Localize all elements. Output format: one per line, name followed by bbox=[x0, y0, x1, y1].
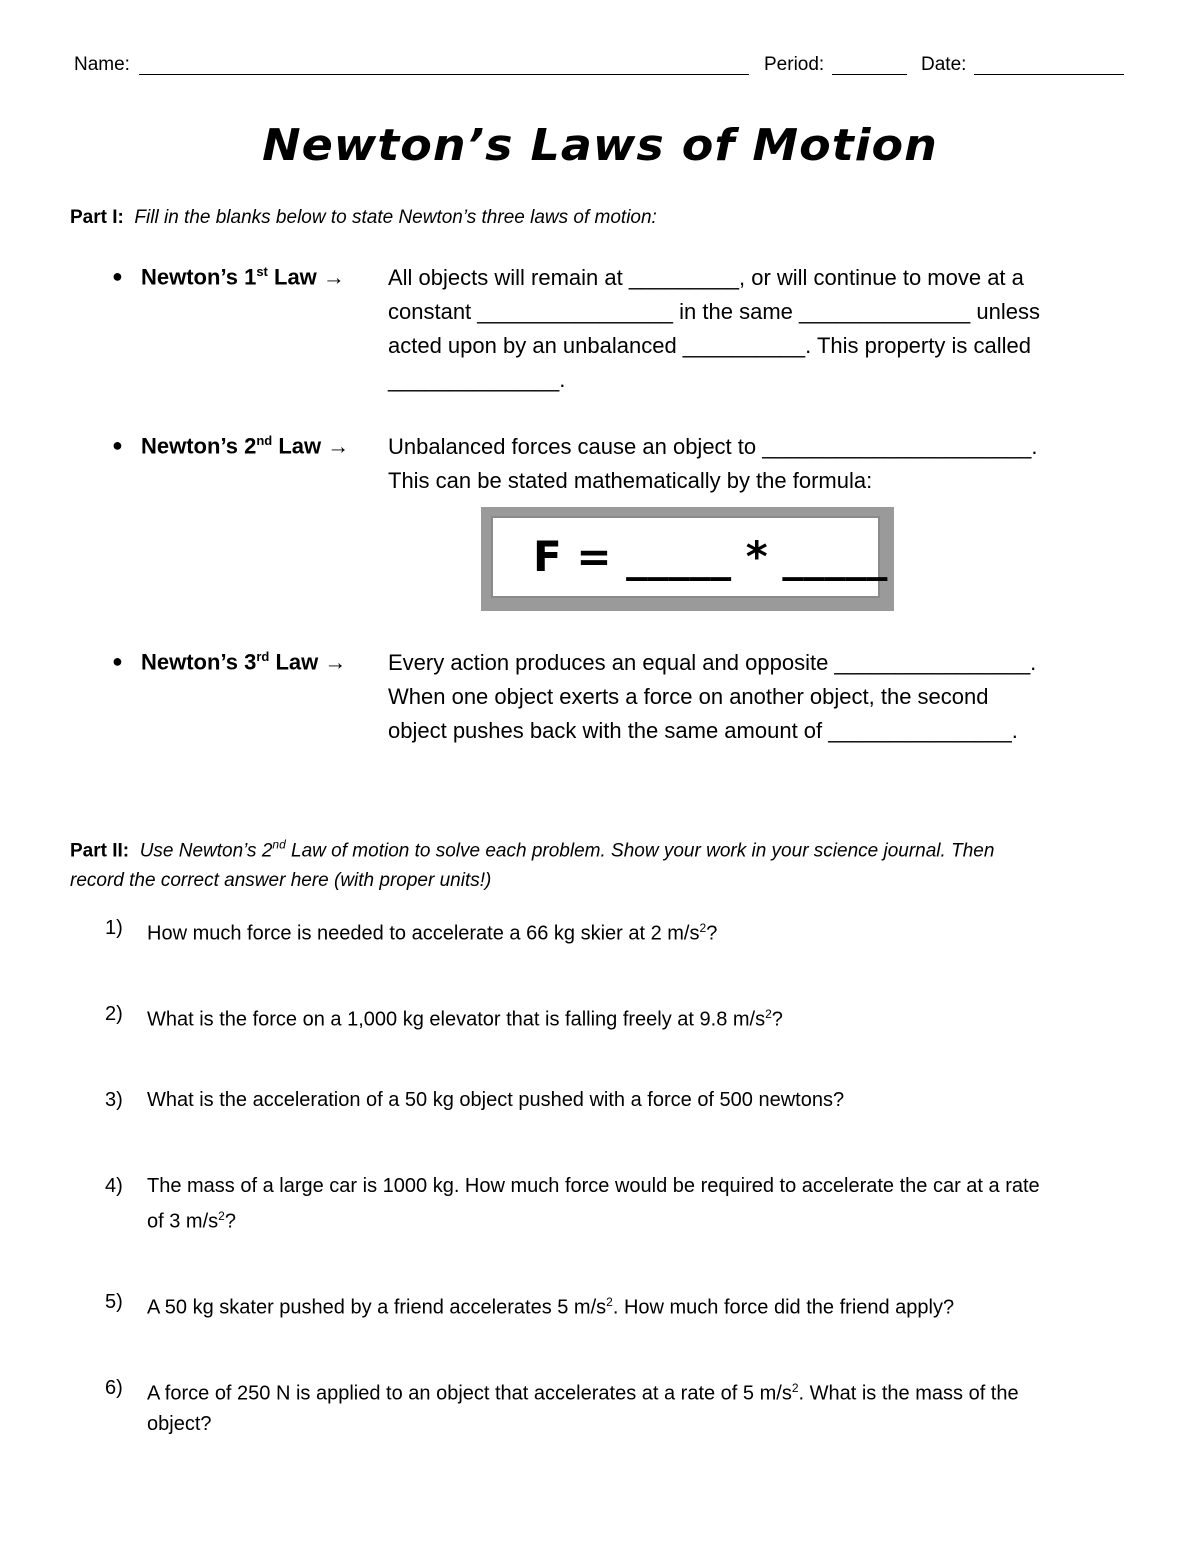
question-line: What is the force on a 1,000 kg elevator that is falling freely at 9.8 m/s bbox=[147, 1008, 766, 1031]
law3-line: Every action produces an equal and opposite ________________. bbox=[388, 650, 1037, 675]
question-sup: 2 bbox=[791, 1381, 799, 1395]
law1-statement bbox=[388, 261, 1128, 397]
question-text bbox=[147, 999, 1117, 1035]
question-number: 4) bbox=[105, 1175, 123, 1197]
formula-box bbox=[481, 507, 894, 611]
arrow-right-icon: → bbox=[324, 649, 347, 675]
part2-heading-line1 bbox=[70, 830, 1130, 866]
part1-instruction: Fill in the blanks below to state Newton’s three laws of motion: bbox=[134, 207, 657, 228]
law1-ordinal: st bbox=[256, 264, 268, 279]
question-text bbox=[147, 1085, 1117, 1115]
part1-label: Part I: bbox=[70, 207, 124, 228]
law1-suffix: Law bbox=[267, 264, 317, 290]
question-line: What is the acceleration of a 50 kg object pushed with a force of 500 newtons? bbox=[147, 1089, 845, 1111]
law3-name bbox=[141, 649, 346, 675]
question-number: 6) bbox=[105, 1377, 123, 1399]
question-text bbox=[147, 913, 1117, 949]
question-sup: 2 bbox=[765, 1007, 772, 1021]
part2-instruction-sup: nd bbox=[272, 838, 286, 852]
question-line: A force of 250 N is applied to an object that accelerates at a rate of 5 m/s bbox=[147, 1382, 792, 1405]
question-tail: . What is the mass of the bbox=[798, 1382, 1019, 1405]
law3-line: object pushes back with the same amount of _______________. bbox=[388, 718, 1018, 743]
law1-line: acted upon by an unbalanced __________. This property is called bbox=[388, 333, 1031, 358]
header-row bbox=[0, 54, 1200, 84]
law3-line: When one object exerts a force on another object, the second bbox=[388, 684, 989, 709]
law1-line: constant ________________ in the same ______________ unless bbox=[388, 299, 1040, 324]
name-field[interactable] bbox=[139, 54, 749, 75]
law2-line: This can be stated mathematically by the formula: bbox=[388, 468, 873, 493]
question-number: 1) bbox=[105, 917, 123, 939]
law2-name-text: Newton’s 2 bbox=[141, 433, 257, 459]
question-tail: . How much force did the friend apply? bbox=[612, 1296, 955, 1319]
bullet-icon: ● bbox=[112, 266, 123, 286]
law2-line: Unbalanced forces cause an object to ______________________. bbox=[388, 434, 1038, 459]
question-sup: 2 bbox=[218, 1209, 225, 1223]
law1-name-text: Newton’s 1 bbox=[141, 264, 257, 290]
question-tail: ? bbox=[706, 922, 718, 945]
part1-heading bbox=[70, 207, 657, 229]
bullet-icon: ● bbox=[112, 435, 123, 455]
question-text bbox=[147, 1171, 1117, 1237]
period-field[interactable] bbox=[832, 54, 907, 75]
part2-instruction-c: record the correct answer here (with proper units!) bbox=[70, 870, 492, 892]
date-field[interactable] bbox=[974, 54, 1124, 75]
law3-ordinal: rd bbox=[256, 649, 270, 664]
law3-name-text: Newton’s 3 bbox=[141, 649, 257, 675]
question-number: 5) bbox=[105, 1291, 123, 1313]
question-text bbox=[147, 1287, 1117, 1323]
part2-instruction-b: Law of motion to solve each problem. Show your work in your science journal. Then bbox=[285, 840, 995, 862]
question-line2: of 3 m/s bbox=[147, 1210, 219, 1233]
law2-statement bbox=[388, 430, 1128, 498]
question-tail: ? bbox=[224, 1210, 236, 1233]
law3-suffix: Law bbox=[269, 649, 319, 675]
part2-heading-line2 bbox=[70, 866, 1130, 896]
question-sup: 2 bbox=[606, 1295, 613, 1309]
law3-statement bbox=[388, 646, 1128, 748]
law2-name bbox=[141, 433, 349, 459]
question-line: How much force is needed to accelerate a 66 kg skier at 2 m/s bbox=[147, 922, 700, 945]
part2-heading bbox=[70, 830, 1130, 896]
law1-line: ______________. bbox=[388, 367, 566, 392]
law2-suffix: Law bbox=[272, 433, 322, 459]
formula-box-inner bbox=[491, 516, 888, 598]
part2-label: Part II: bbox=[70, 840, 130, 862]
period-label: Period: bbox=[764, 54, 825, 75]
question-number: 3) bbox=[105, 1089, 123, 1111]
question-number: 2) bbox=[105, 1003, 123, 1025]
question-text bbox=[147, 1373, 1117, 1439]
question-sup: 2 bbox=[699, 921, 707, 935]
arrow-right-icon: → bbox=[322, 264, 345, 290]
formula: F = _____ * _____ bbox=[533, 532, 888, 581]
law1-name bbox=[141, 264, 345, 290]
date-label: Date: bbox=[921, 54, 967, 75]
question-tail: ? bbox=[771, 1008, 783, 1031]
question-line: The mass of a large car is 1000 kg. How much force would be required to accelerate the car at a rate bbox=[147, 1175, 1040, 1197]
page-title: Newton’s Laws of Motion bbox=[262, 119, 938, 171]
name-label: Name: bbox=[74, 54, 130, 75]
question-line: A 50 kg skater pushed by a friend accelerates 5 m/s bbox=[147, 1296, 607, 1319]
question-line2: object? bbox=[147, 1412, 212, 1435]
arrow-right-icon: → bbox=[327, 433, 350, 459]
law2-ordinal: nd bbox=[256, 433, 273, 448]
bullet-icon: ● bbox=[112, 651, 123, 671]
law1-line: All objects will remain at _________, or will continue to move at a bbox=[388, 265, 1024, 290]
part2-instruction-a: Use Newton’s 2 bbox=[139, 840, 273, 862]
